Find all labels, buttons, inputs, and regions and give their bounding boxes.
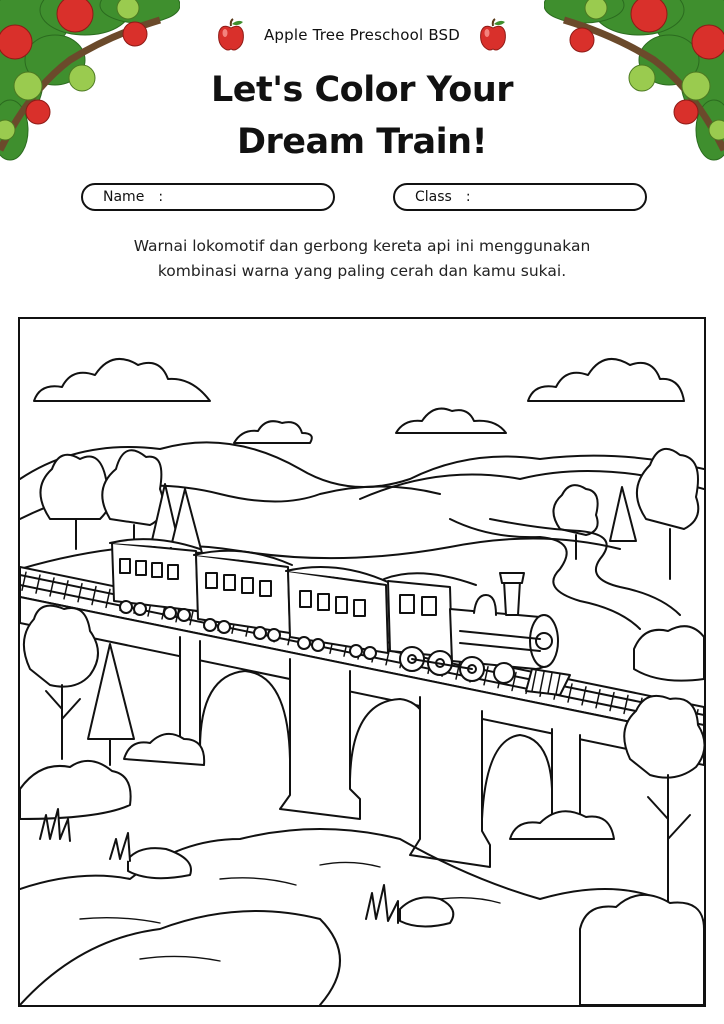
- carriage-window: [120, 559, 130, 573]
- wheel: [120, 601, 132, 613]
- wheel: [268, 629, 280, 641]
- locomotive-cab: [388, 581, 452, 657]
- instructions-line-2: kombinasi warna yang paling cerah dan kamu sukai.: [157, 262, 567, 280]
- wheel: [178, 609, 190, 621]
- grass: [366, 885, 398, 923]
- wheel: [312, 639, 324, 651]
- wheel: [134, 603, 146, 615]
- page-title: [0, 64, 724, 168]
- name-field[interactable]: [81, 183, 335, 211]
- carriage-window: [224, 575, 235, 590]
- clouds: [34, 359, 684, 443]
- steam-dome: [474, 595, 496, 615]
- tree: [553, 485, 597, 535]
- wheel: [204, 619, 216, 631]
- cab-window: [400, 595, 414, 613]
- class-separator: :: [465, 189, 471, 205]
- wheel: [164, 607, 176, 619]
- bridge-pillar: [280, 659, 360, 819]
- grass: [110, 833, 130, 861]
- carriage-window: [300, 591, 311, 607]
- tree: [637, 449, 698, 529]
- carriage-window: [152, 563, 162, 577]
- school-name: Apple Tree Preschool BSD: [263, 26, 461, 44]
- class-field[interactable]: [393, 183, 647, 211]
- tree: [40, 455, 111, 519]
- carriage-window: [260, 581, 271, 596]
- bush: [580, 895, 704, 1005]
- name-separator: :: [158, 189, 164, 205]
- train-carriage: [286, 567, 390, 659]
- name-label: Name: [103, 189, 145, 205]
- bush: [634, 626, 704, 680]
- smokestack: [504, 581, 520, 615]
- class-label: Class: [415, 189, 452, 205]
- tree: [102, 450, 163, 525]
- cloud: [234, 421, 312, 443]
- carriage-window: [206, 573, 217, 588]
- carriage-window: [242, 578, 253, 593]
- bush: [510, 811, 614, 839]
- instructions: [60, 234, 664, 284]
- carriage-window: [336, 597, 347, 613]
- bridge-pillar: [180, 637, 200, 749]
- apple-icon: [216, 18, 246, 52]
- carriage-window: [354, 600, 365, 616]
- title-line-2: Dream Train!: [236, 122, 488, 162]
- coloring-scene: [18, 317, 706, 1007]
- wheel: [364, 647, 376, 659]
- wheel: [254, 627, 266, 639]
- cab-window: [422, 597, 436, 615]
- pine-tree: [610, 487, 636, 541]
- carriage-window: [136, 561, 146, 575]
- apple-icon: [478, 18, 508, 52]
- wheel: [298, 637, 310, 649]
- instructions-line-1: Warnai lokomotif dan gerbong kereta api ini menggunakan: [133, 237, 591, 255]
- bridge-pillar: [410, 697, 490, 867]
- bridge-arch: [200, 671, 290, 759]
- cloud: [396, 409, 506, 433]
- bush: [20, 761, 131, 819]
- rock: [400, 897, 453, 926]
- carriage-window: [168, 565, 178, 579]
- wheel: [494, 663, 514, 683]
- cloud: [528, 359, 684, 401]
- tree: [24, 606, 98, 687]
- bridge-arch: [482, 735, 552, 819]
- rock: [128, 848, 191, 878]
- title-line-1: Let's Color Your: [210, 70, 514, 110]
- wheel: [350, 645, 362, 657]
- carriage-window: [318, 594, 329, 610]
- wheel: [218, 621, 230, 633]
- cloud: [34, 359, 210, 401]
- school-header: [0, 18, 724, 52]
